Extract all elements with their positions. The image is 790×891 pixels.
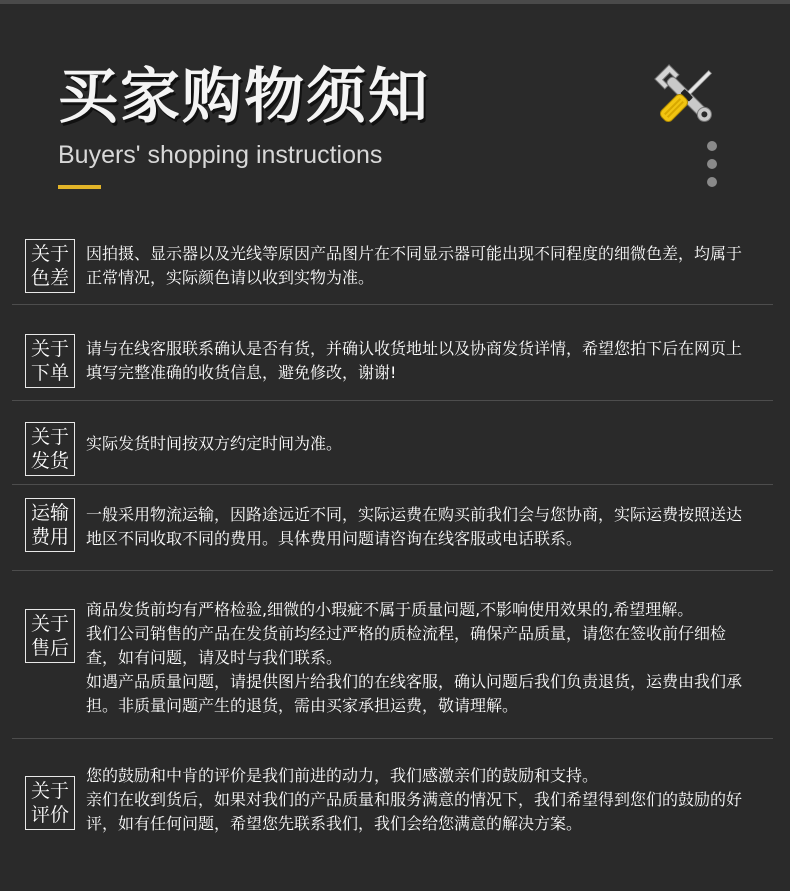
section-label-freight	[25, 498, 75, 552]
label-line: 色差	[30, 267, 69, 289]
paragraph: 您的鼓励和中肯的评价是我们前进的动力，我们感激亲们的鼓励和支持。	[86, 766, 599, 785]
label-line: 费用	[30, 526, 69, 548]
paragraph: 如遇产品质量问题，请提供图片给我们的在线客服，确认问题后我们负责退货，运费由我们承担。非质量问题产生的退货，需由买家承担运费，敬请理解。	[86, 672, 743, 715]
section-text-shipping: 实际发货时间按双方约定时间为准。	[86, 434, 343, 453]
paragraph: 我们公司销售的产品在发货前均经过严格的质检流程，确保产品质量，请您在签收前仔细检查，如有问题，请及时与我们联系。	[86, 624, 727, 667]
label-line: 关于	[30, 613, 69, 635]
label-line: 下单	[30, 362, 69, 384]
section-text-color-difference: 因拍摄、显示器以及光线等原因产品图片在不同显示器可能出现不同程度的细微色差，均属于正常情况，实际颜色请以收到实物为准。	[86, 244, 743, 287]
divider	[12, 484, 773, 485]
section-text-reviews	[86, 764, 751, 836]
divider	[12, 304, 773, 305]
label-line: 发货	[30, 450, 69, 472]
section-text-freight: 一般采用物流运输，因路途远近不同，实际运费在购买前我们会与您协商，实际运费按照送达地区不同收取不同的费用。具体费用问题请咨询在线客服或电话联系。	[86, 505, 743, 548]
label-line: 关于	[30, 780, 69, 802]
section-label-reviews	[25, 776, 75, 830]
page-title: 买家购物须知	[58, 62, 430, 132]
section-label-color-difference	[25, 239, 75, 293]
label-line: 关于	[30, 338, 69, 360]
label-line: 售后	[30, 637, 69, 659]
section-text-after-sales	[86, 598, 751, 718]
paragraph: 亲们在收到货后，如果对我们的产品质量和服务满意的情况下，我们希望得到您们的鼓励的好评，如有任何问题，希望您先联系我们，我们会给您满意的解决方案。	[86, 790, 743, 833]
label-line: 运输	[30, 502, 69, 524]
section-text-ordering: 请与在线客服联系确认是否有货，并确认收货地址以及协商发货详情，希望您拍下后在网页上填写完整准确的收货信息，避免修改，谢谢!	[86, 339, 743, 382]
section-label-after-sales	[25, 609, 75, 663]
divider	[12, 570, 773, 571]
section-label-ordering	[25, 334, 75, 388]
page-subtitle: Buyers' shopping instructions	[58, 141, 383, 169]
section-label-shipping	[25, 422, 75, 476]
paragraph: 商品发货前均有严格检验,细微的小瑕疵不属于质量问题,不影响使用效果的,希望理解。	[86, 600, 694, 619]
divider	[12, 400, 773, 401]
label-line: 关于	[30, 426, 69, 448]
divider	[12, 738, 773, 739]
label-line: 关于	[30, 243, 69, 265]
label-line: 评价	[30, 804, 69, 826]
